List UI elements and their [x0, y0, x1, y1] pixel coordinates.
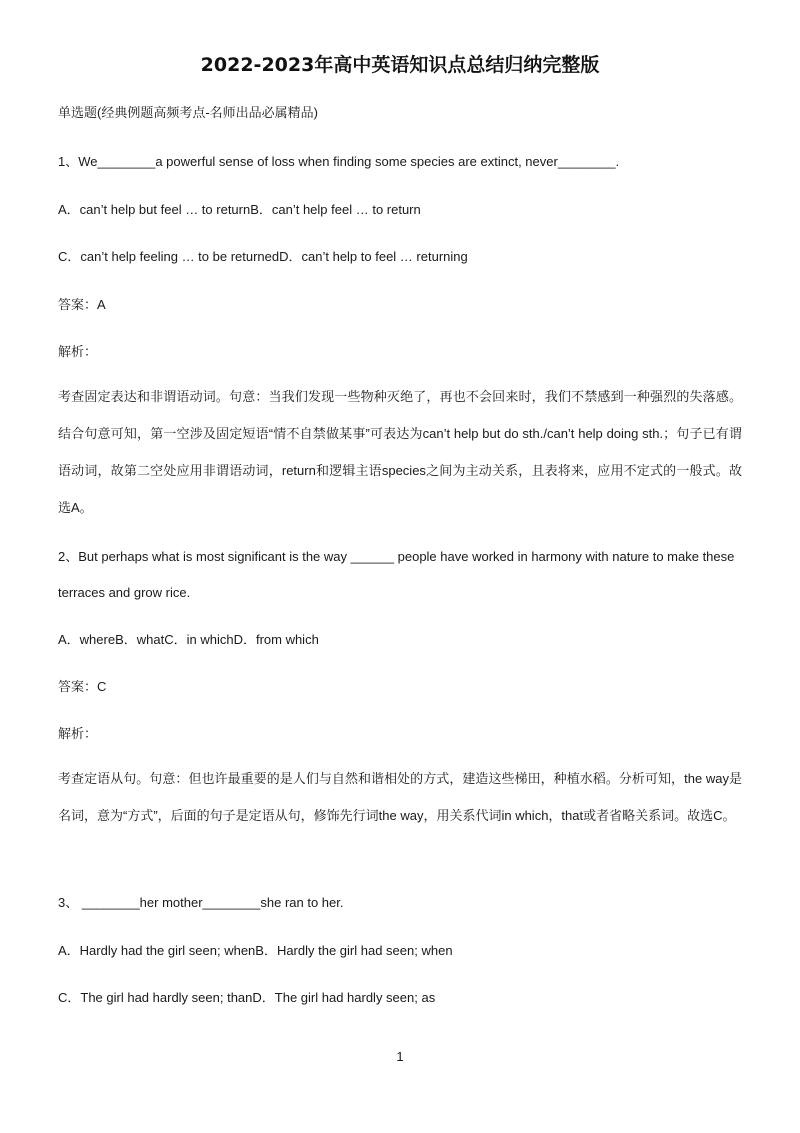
question-3-options-cd: C．The girl had hardly seen; thanD．The girl had hardly seen; as: [58, 990, 436, 1005]
question-1-options-ab: A．can’t help but feel … to returnB．can’t help feel … to return: [58, 202, 421, 217]
question-1-stem: 1、We________a powerful sense of loss when finding some species are extinct, never________.: [58, 154, 620, 169]
question-2-stem-line-1: 2、But perhaps what is most significant is the way ______ people have worked in harmony with nature to make these: [58, 549, 735, 564]
question-1-analysis: 考查固定表达和非谓语动词。句意：当我们发现一些物种灭绝了，再也不会回来时，我们不禁感到一种强烈的失落感。结合句意可知，第一空涉及固定短语“情不自禁做某事”可表达为can’t help but do sth./can’t help doing sth.；句子已有谓语动词，故第二空处应用非谓语动词，return和逻辑主语species之间为主动关系，且表将来，应用不定式的一般式。故选A。: [58, 389, 742, 515]
question-2-analysis: 考查定语从句。句意：但也许最重要的是人们与自然和谐相处的方式，建造这些梯田，种植水稻。分析可知，the way是名词，意为“方式”，后面的句子是定语从句，修饰先行词the way，用关系代词in which，that或者省略关系词。故选C。: [58, 771, 742, 823]
question-2-answer: 答案：C: [58, 679, 107, 694]
question-3-stem: 3、 ________her mother________she ran to her.: [58, 895, 344, 910]
question-2-options: A．whereB．whatC．in whichD．from which: [58, 632, 319, 647]
question-1-options-cd: C．can’t help feeling … to be returnedD．can’t help to feel … returning: [58, 249, 468, 264]
section-heading: 单选题(经典例题高频考点-名师出品必属精品): [58, 105, 318, 120]
question-2-stem-line-2: terraces and grow rice.: [58, 585, 191, 600]
question-3-options-ab: A．Hardly had the girl seen; whenB．Hardly the girl had seen; when: [58, 943, 453, 958]
question-1-answer: 答案：A: [58, 297, 106, 312]
question-1-analysis-label: 解析：: [58, 344, 98, 359]
question-2-analysis-label: 解析：: [58, 726, 98, 741]
document-title: 2022-2023年高中英语知识点总结归纳完整版: [200, 54, 600, 76]
page-number: 1: [396, 1049, 404, 1064]
